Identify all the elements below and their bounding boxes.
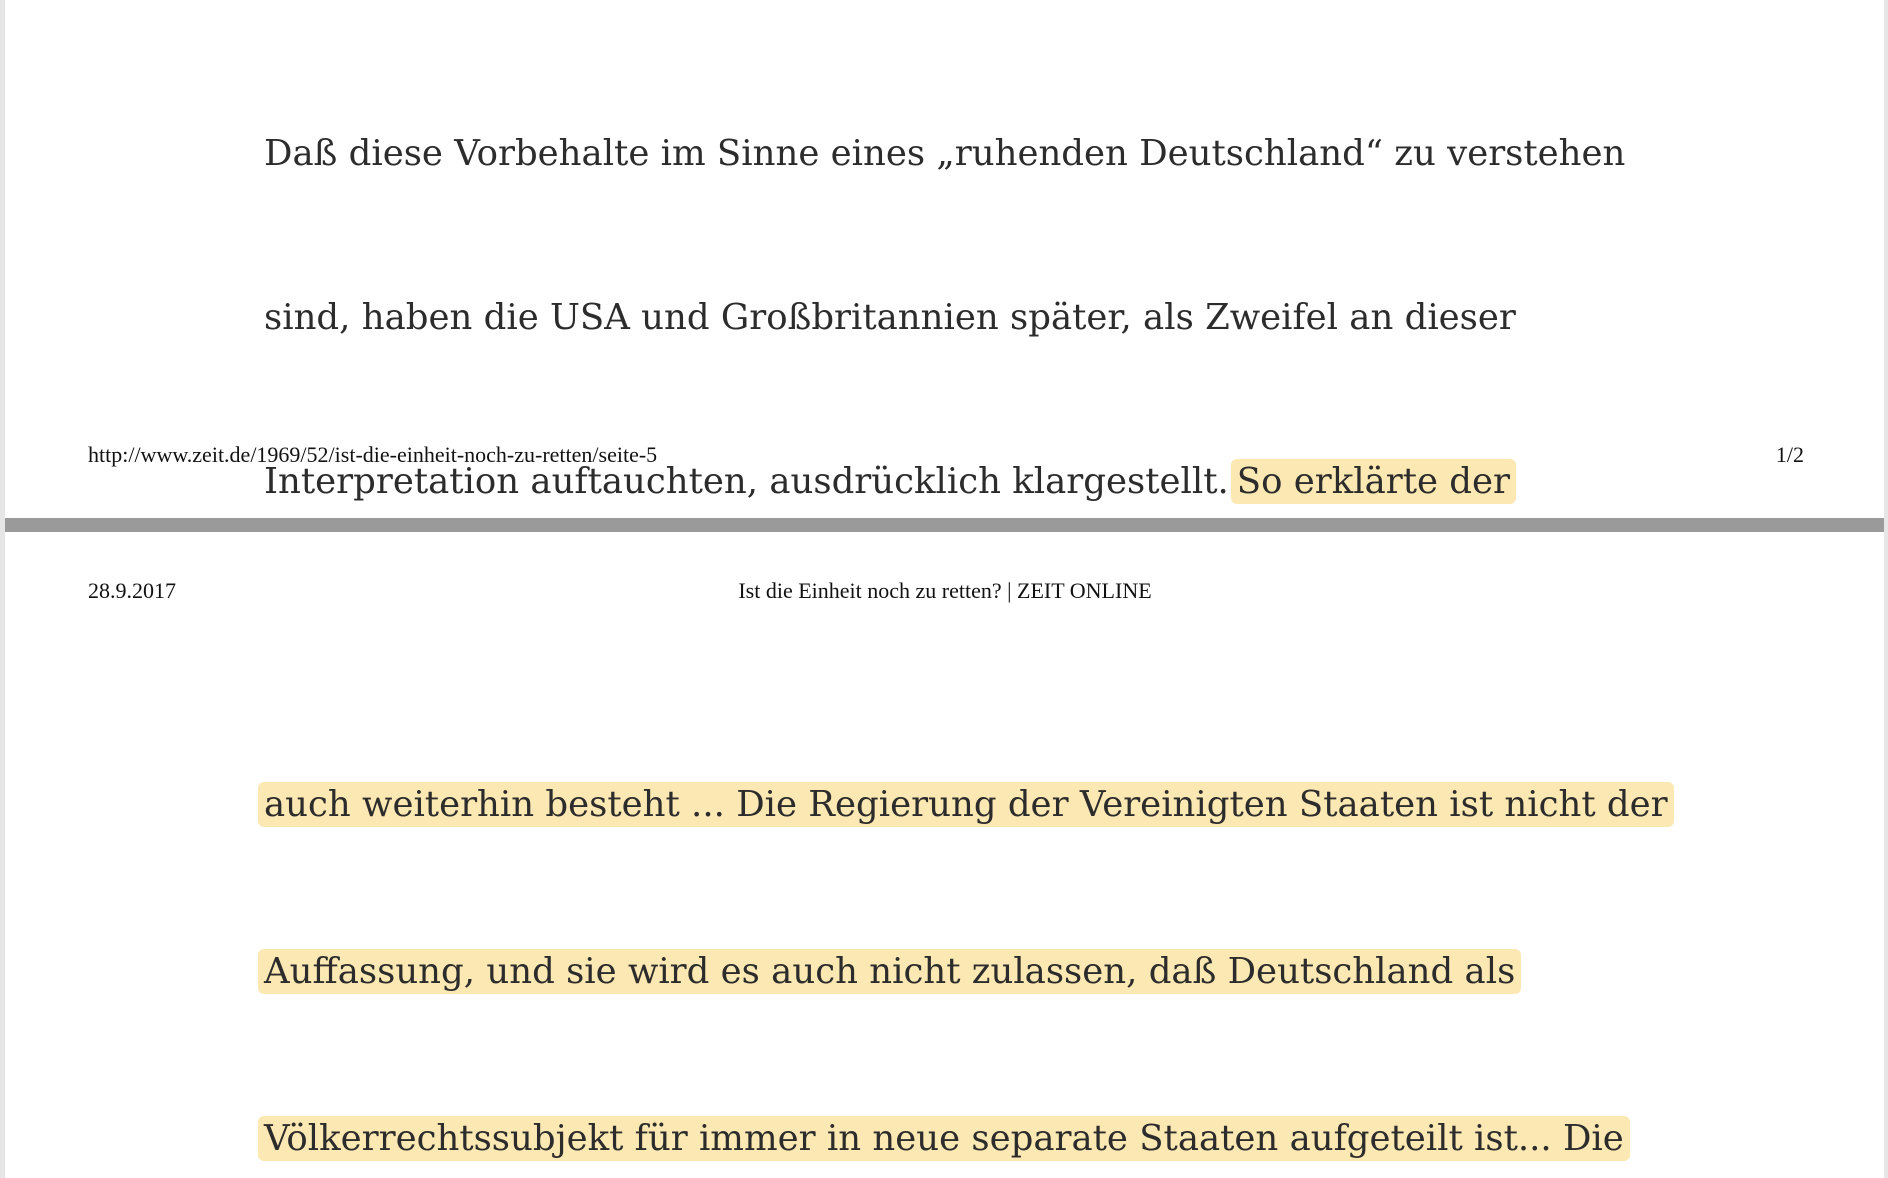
text-line [264, 944, 1724, 1000]
text-segment: Interpretation auftauchten, ausdrücklich klargestellt. [264, 461, 1229, 503]
text-segment: Daß diese Vorbehalte im Sinne eines „ruhenden Deutschland“ zu verstehen [264, 132, 1626, 174]
text-segment: sind, haben die USA und Großbritannien später, als Zweifel an dieser [264, 296, 1516, 338]
text-line [264, 1111, 1724, 1167]
page-header-date: 28.9.2017 [88, 578, 176, 603]
highlighted-text[interactable]: Völkerrechtssubjekt für immer in neue separate Staaten aufgeteilt ist... Die [258, 1116, 1630, 1161]
text-line [264, 777, 1724, 833]
highlighted-text[interactable]: So erklärte der [1231, 459, 1516, 504]
article-paragraph [264, 666, 1724, 1178]
page-footer-number: 1/2 [1775, 442, 1804, 467]
document-page-1 [6, 0, 1884, 518]
highlighted-text[interactable]: auch weiterhin besteht ... Die Regierung der Vereinigten Staaten ist nicht der [258, 782, 1674, 827]
text-line [264, 127, 1724, 182]
viewer-left-edge [0, 0, 5, 1178]
viewer-right-edge [1884, 0, 1888, 1178]
page-separator [5, 518, 1884, 532]
document-page-2 [6, 532, 1884, 1178]
text-line [264, 291, 1724, 346]
page-header-title: Ist die Einheit noch zu retten? | ZEIT ONLINE [738, 578, 1152, 603]
page-footer-url: http://www.zeit.de/1969/52/ist-die-einheit-noch-zu-retten/seite-5 [88, 442, 658, 467]
highlighted-text[interactable]: Auffassung, und sie wird es auch nicht zulassen, daß Deutschland als [258, 949, 1521, 994]
